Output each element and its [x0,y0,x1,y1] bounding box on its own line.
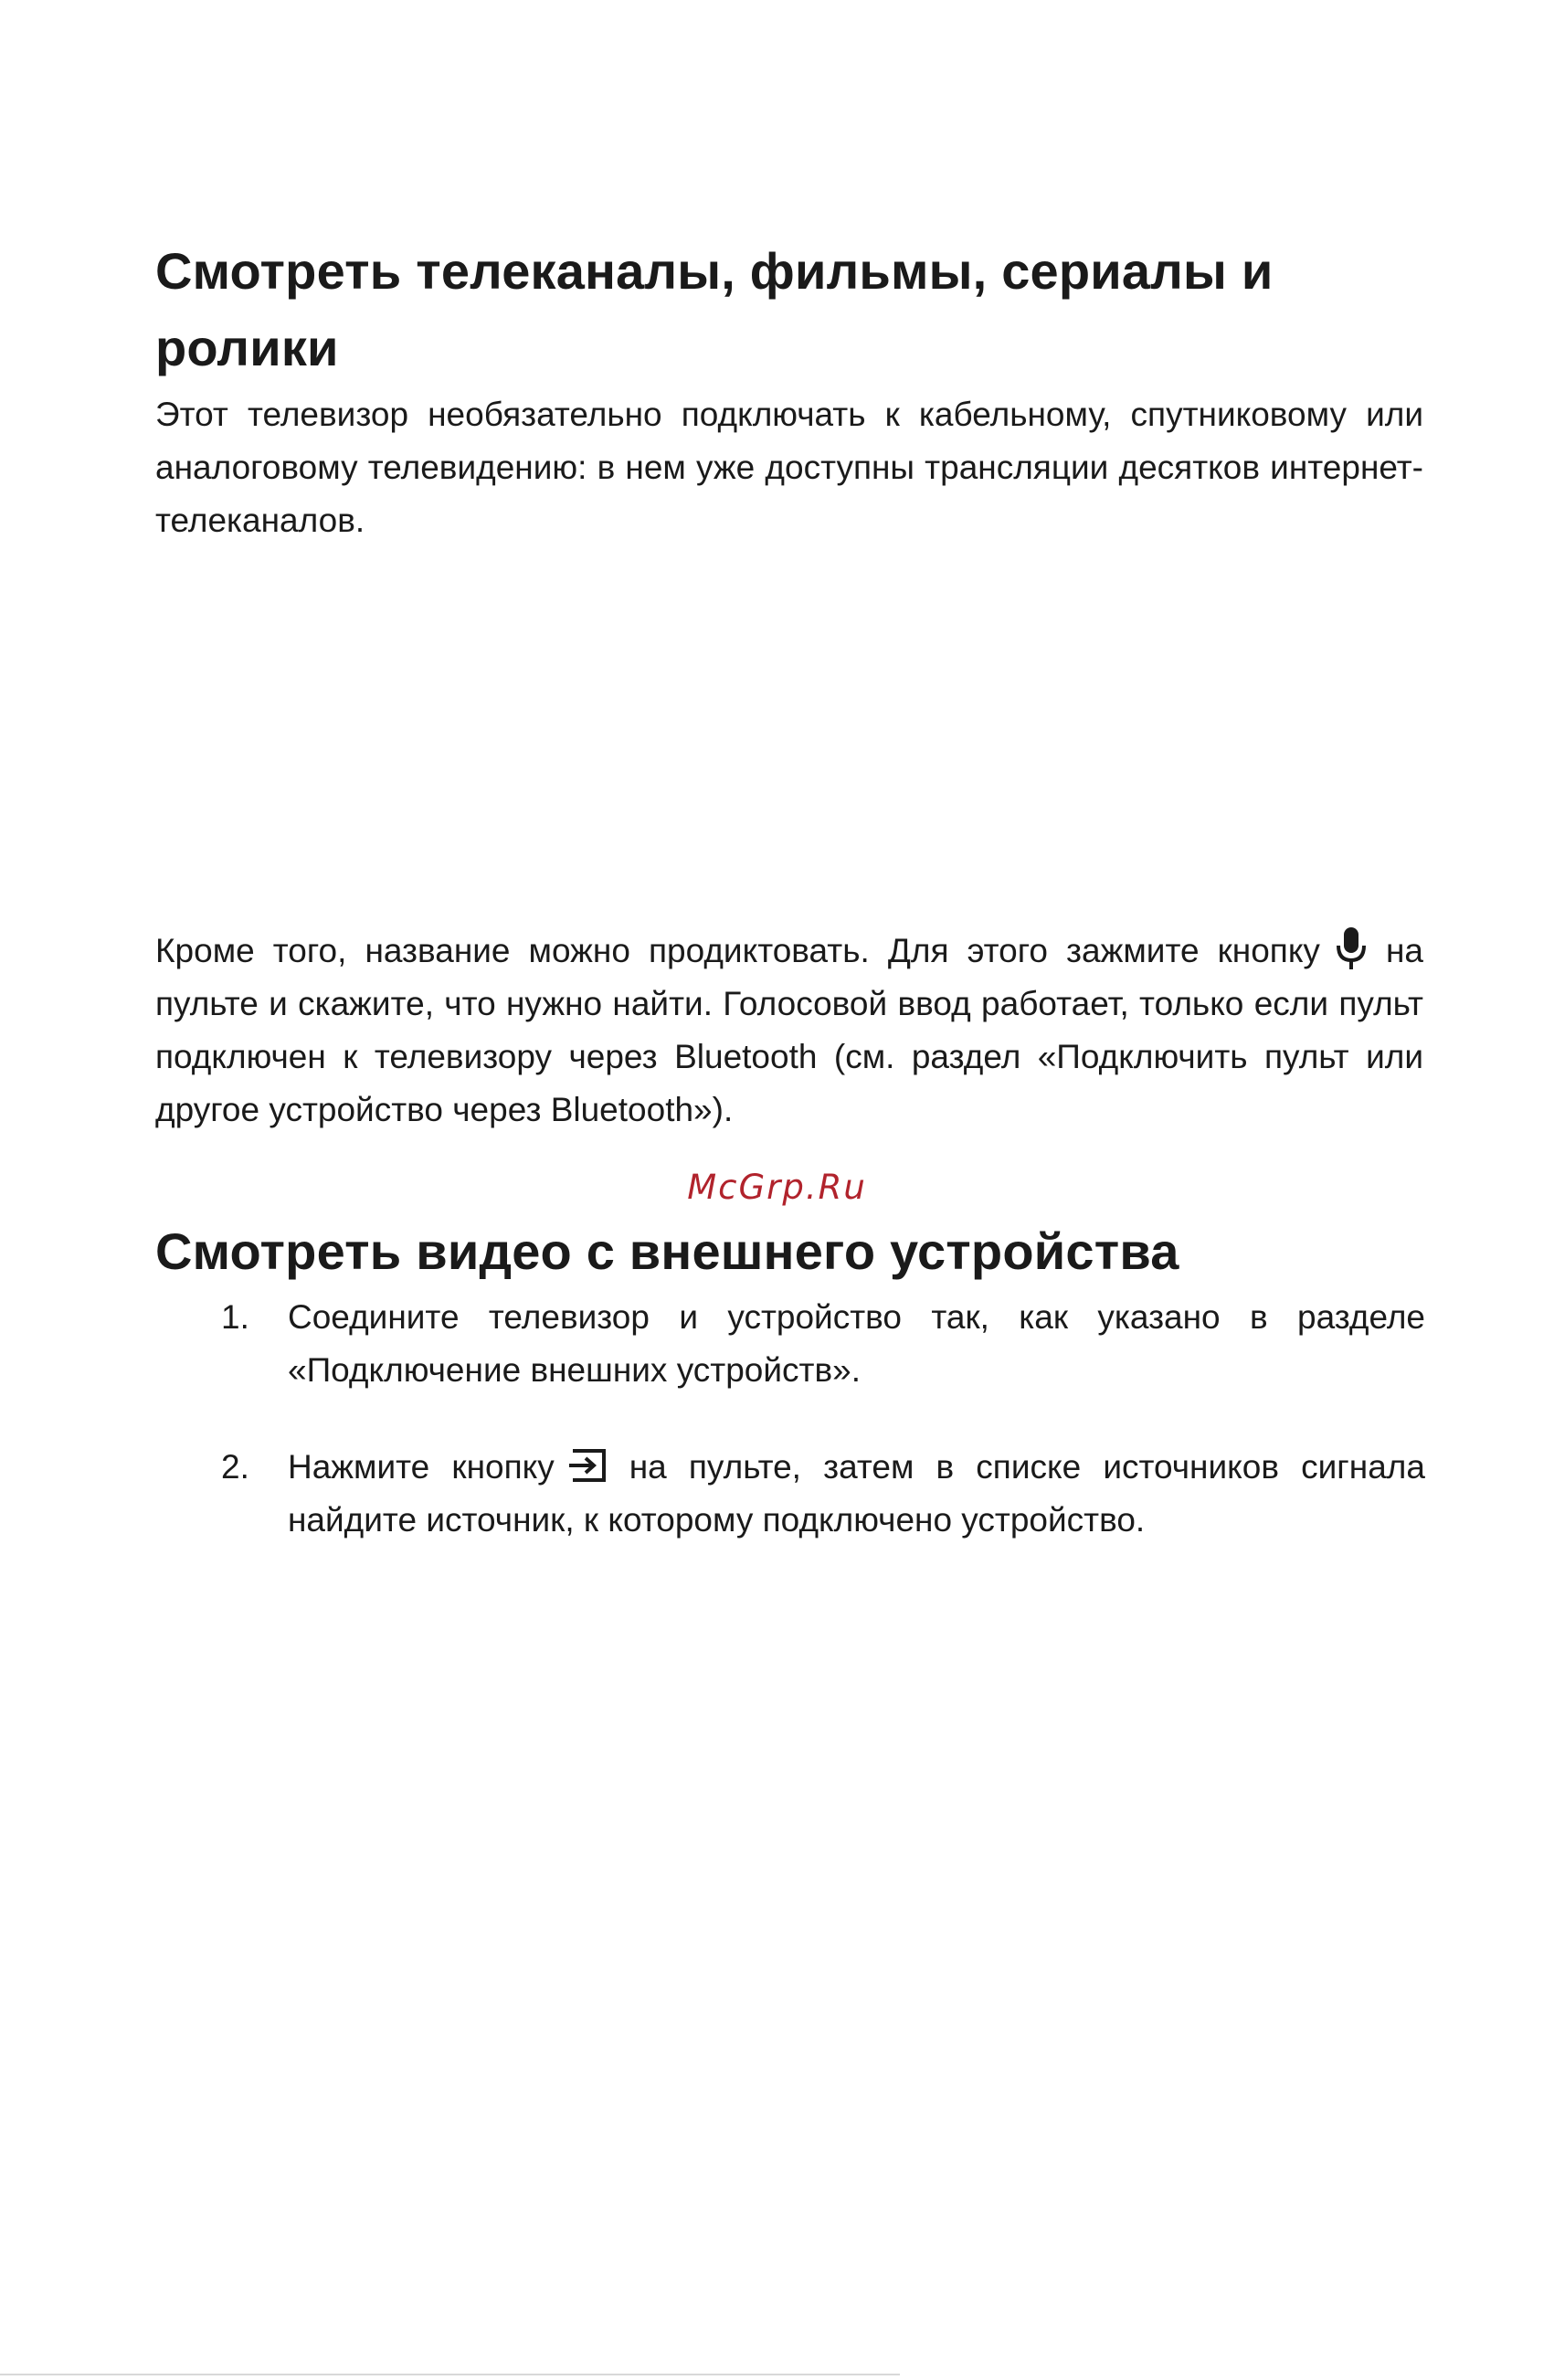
list-item [155,1441,1425,1547]
step-number: 2. [221,1448,249,1486]
section-title-watch-tv: Смотреть телеканалы, фильмы, сериалы и ролики [155,242,1274,376]
voice-search-paragraph [155,925,1423,1137]
voice-text-part1: Кроме того, название можно продиктовать. Для этого зажмите кнопку [155,932,1320,969]
section-title-external-device: Смотреть видео с внешнего устройства [155,1222,1179,1280]
step-number: 1. [221,1298,249,1336]
step-text: Соедините телевизор и устройство так, как указано в разделе «Подключение внешних устройств». [288,1298,1425,1389]
steps-list [155,1291,1425,1547]
step-text-before-icon: Нажмите кнопку [288,1448,555,1486]
input-source-icon [567,1447,609,1484]
microphone-icon [1335,926,1368,971]
intro-paragraph: Этот телевизор необязательно подключать к кабельному, спутниковому или аналоговому телевидению: в нем уже доступны трансляции десятков интернет-телеканалов. [155,396,1423,539]
watermark: McGrp.Ru [687,1168,867,1207]
page-bottom-divider [0,2374,900,2375]
voice-text-part2: на пульте и скажите, что нужно найти. Голосовой ввод работает, только если пульт подключен к телевизору через Bluetooth (см. раздел «Подключить пульт или другое устройство через Bluetooth»). [155,932,1423,1128]
list-item [155,1291,1425,1397]
step-text-after-icon: на пульте, затем в списке источников сигнала найдите источник, к которому подключено устройство. [288,1448,1425,1539]
